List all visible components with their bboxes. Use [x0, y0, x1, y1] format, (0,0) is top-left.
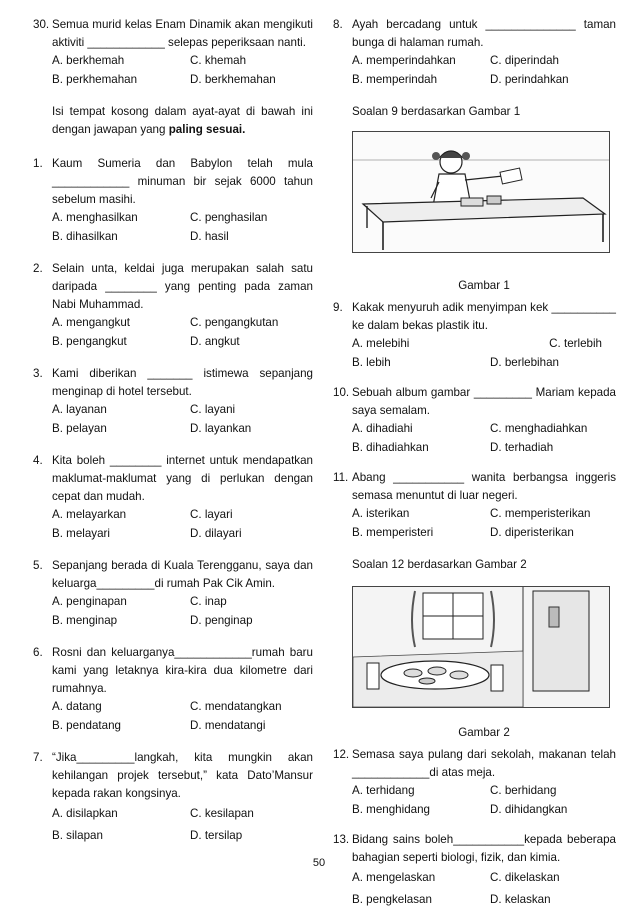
page-number: 50: [312, 857, 326, 869]
options: [52, 698, 313, 735]
options: [52, 209, 313, 246]
instruction: [33, 103, 313, 139]
question-stem: Kakak menyuruh adik menyimpan kek __________ ke dalam bekas plastik itu.: [352, 301, 616, 332]
option-a[interactable]: A. mengangkut: [52, 316, 130, 329]
options: [52, 401, 313, 438]
question-5: [33, 557, 313, 630]
options: [52, 506, 313, 543]
option-c[interactable]: C. kesilapan: [190, 807, 254, 820]
option-d[interactable]: D. layankan: [190, 421, 252, 435]
option-b[interactable]: B. pendatang: [52, 718, 121, 732]
option-c[interactable]: C. diperindah: [490, 54, 559, 67]
question-10: [333, 384, 616, 457]
question-number: 11.: [333, 471, 349, 484]
option-a[interactable]: A. dihadiahi: [352, 422, 413, 435]
option-c[interactable]: C. dikelaskan: [490, 871, 560, 884]
question-number: 30.: [33, 18, 50, 31]
option-b[interactable]: B. perkhemahan: [52, 72, 138, 86]
question-stem: Abang ___________ wanita berbangsa inggeris semasa menuntut di luar negeri.: [352, 471, 616, 502]
option-c[interactable]: C. memperisterikan: [490, 507, 591, 520]
option-d[interactable]: D. dilayari: [190, 526, 242, 540]
option-a[interactable]: A. terhidang: [352, 784, 415, 797]
question-number: 4.: [33, 454, 43, 467]
figure-1-drawing: [352, 131, 610, 253]
option-c[interactable]: C. mendatangkan: [190, 700, 282, 713]
option-b[interactable]: B. lebih: [352, 355, 391, 369]
option-b[interactable]: B. pengangkut: [52, 334, 127, 348]
option-d[interactable]: D. tersilap: [190, 829, 243, 842]
option-a[interactable]: A. penginapan: [52, 595, 127, 608]
question-2: [33, 260, 313, 351]
question-7: [33, 749, 313, 847]
option-c[interactable]: C. terlebih: [549, 337, 602, 350]
options: [352, 782, 616, 819]
options: [352, 420, 616, 457]
option-d[interactable]: D. perindahkan: [490, 72, 569, 86]
option-b[interactable]: B. menghidang: [352, 802, 430, 816]
question-stem: Semasa saya pulang dari sekolah, makanan telah ____________di atas meja.: [352, 748, 616, 779]
girl-table-illustration: [353, 132, 609, 252]
option-c[interactable]: C. berhidang: [490, 784, 557, 797]
option-d[interactable]: D. berkhemahan: [190, 72, 276, 86]
options: [52, 52, 313, 89]
question-stem: Rosni dan keluarganya____________rumah baru kami yang letaknya kira-kira dua kilometre dari rumahnya.: [52, 646, 313, 695]
question-9: [333, 299, 616, 372]
question-number: 12.: [333, 748, 350, 761]
options: [52, 593, 313, 630]
option-d[interactable]: D. angkut: [190, 334, 240, 348]
question-stem: Ayah bercadang untuk ______________ taman bunga di halaman rumah.: [352, 18, 616, 49]
question-stem: “Jika_________langkah, kita mungkin akan kehilangan projek tersebut,” kata Dato’Mansur kepada rakan kongsinya.: [52, 751, 313, 800]
option-c[interactable]: C. layari: [190, 508, 233, 521]
option-b[interactable]: B. dihasilkan: [52, 229, 118, 243]
option-d[interactable]: D. dihidangkan: [490, 802, 568, 816]
question-stem: Semua murid kelas Enam Dinamik akan mengikuti aktiviti ____________ selepas peperiksaan nanti.: [52, 18, 313, 49]
question-30: [33, 16, 313, 89]
option-b[interactable]: B. dihadiahkan: [352, 440, 429, 454]
option-a[interactable]: A. isterikan: [352, 507, 410, 520]
option-b[interactable]: B. memperindah: [352, 72, 438, 86]
question-number: 2.: [33, 262, 43, 275]
options: [52, 314, 313, 351]
option-c[interactable]: C. khemah: [190, 54, 247, 67]
question-13: [333, 831, 616, 911]
question-stem: Kita boleh ________ internet untuk mendapatkan maklumat-maklumat yang di perlukan dengan cepat dan mudah.: [52, 454, 313, 503]
question-stem: Kaum Sumeria dan Babylon telah mula ____________ minuman bir sejak 6000 tahun sebelum masihi.: [52, 157, 313, 206]
question-number: 7.: [33, 751, 43, 764]
option-b[interactable]: B. menginap: [52, 613, 118, 627]
question-number: 9.: [333, 301, 343, 314]
question-number: 5.: [33, 559, 43, 572]
options: [352, 505, 616, 542]
figure-2-note: Soalan 12 berdasarkan Gambar 2: [352, 558, 527, 571]
right-column: [333, 16, 616, 911]
question-number: 10.: [333, 386, 350, 399]
option-a[interactable]: A. mengelaskan: [352, 871, 436, 884]
question-number: 13.: [333, 833, 350, 846]
option-d[interactable]: D. kelaskan: [490, 893, 551, 906]
option-c[interactable]: C. layani: [190, 403, 236, 416]
options: [352, 335, 616, 354]
option-b[interactable]: B. pengkelasan: [352, 893, 432, 906]
option-d[interactable]: D. diperisterikan: [490, 525, 574, 539]
option-a[interactable]: A. melebihi: [352, 337, 410, 350]
question-stem: Bidang sains boleh___________kepada beberapa bahagian seperti biologi, fizik, dan kimia.: [352, 833, 616, 864]
question-4: [33, 452, 313, 543]
question-12: [333, 746, 616, 819]
option-a[interactable]: A. menghasilkan: [52, 211, 138, 224]
option-b[interactable]: B. pelayan: [52, 421, 107, 435]
figure-2-caption: Gambar 2: [458, 726, 510, 739]
option-d[interactable]: D. mendatangi: [190, 718, 266, 732]
instruction-bold: paling sesuai.: [168, 123, 246, 136]
question-stem: Selain unta, keldai juga merupakan salah satu daripada ________ yang penting pada zaman Nabi Muhammad.: [52, 262, 313, 311]
option-a[interactable]: A. melayarkan: [52, 508, 127, 521]
figure-2-drawing: [352, 586, 610, 708]
options-row-2: [352, 354, 616, 373]
option-c[interactable]: C. menghadiahkan: [490, 422, 588, 435]
question-stem: Sepanjang berada di Kuala Terengganu, saya dan keluarga_________di rumah Pak Cik Amin.: [52, 559, 313, 590]
dining-room-illustration: [353, 587, 609, 707]
option-c[interactable]: C. pengangkutan: [190, 316, 279, 329]
option-c[interactable]: C. inap: [190, 595, 227, 608]
question-number: 6.: [33, 646, 43, 659]
figure-1-caption: Gambar 1: [458, 279, 510, 292]
option-a[interactable]: A. layanan: [52, 403, 107, 416]
question-number: 8.: [333, 18, 343, 31]
option-a[interactable]: A. memperindahkan: [352, 54, 456, 67]
left-column: [33, 16, 313, 847]
option-d[interactable]: D. hasil: [190, 229, 229, 243]
options: [352, 52, 616, 89]
question-number: 1.: [33, 157, 43, 170]
options: [52, 803, 313, 847]
question-3: [33, 365, 313, 438]
question-8: [333, 16, 616, 89]
option-d[interactable]: D. terhadiah: [490, 440, 554, 454]
option-d[interactable]: D. penginap: [190, 613, 253, 627]
option-a[interactable]: A. datang: [52, 700, 102, 713]
option-b[interactable]: B. memperisteri: [352, 525, 434, 539]
question-1: [33, 155, 313, 246]
option-a[interactable]: A. disilapkan: [52, 807, 118, 820]
option-d[interactable]: D. berlebihan: [490, 355, 559, 369]
question-stem: Kami diberikan _______ istimewa sepanjang menginap di hotel tersebut.: [52, 367, 313, 398]
option-b[interactable]: B. melayari: [52, 526, 110, 540]
question-stem: Sebuah album gambar _________ Mariam kepada saya semalam.: [352, 386, 616, 417]
option-c[interactable]: C. penghasilan: [190, 211, 268, 224]
option-a[interactable]: A. berkhemah: [52, 54, 125, 67]
instruction-text: Isi tempat kosong dalam ayat-ayat di bawah ini dengan jawapan yang: [52, 105, 313, 136]
question-number: 3.: [33, 367, 43, 380]
question-6: [33, 644, 313, 735]
question-11: [333, 469, 616, 542]
option-b[interactable]: B. silapan: [52, 829, 103, 842]
options: [352, 867, 616, 911]
figure-1-note: Soalan 9 berdasarkan Gambar 1: [352, 105, 521, 118]
